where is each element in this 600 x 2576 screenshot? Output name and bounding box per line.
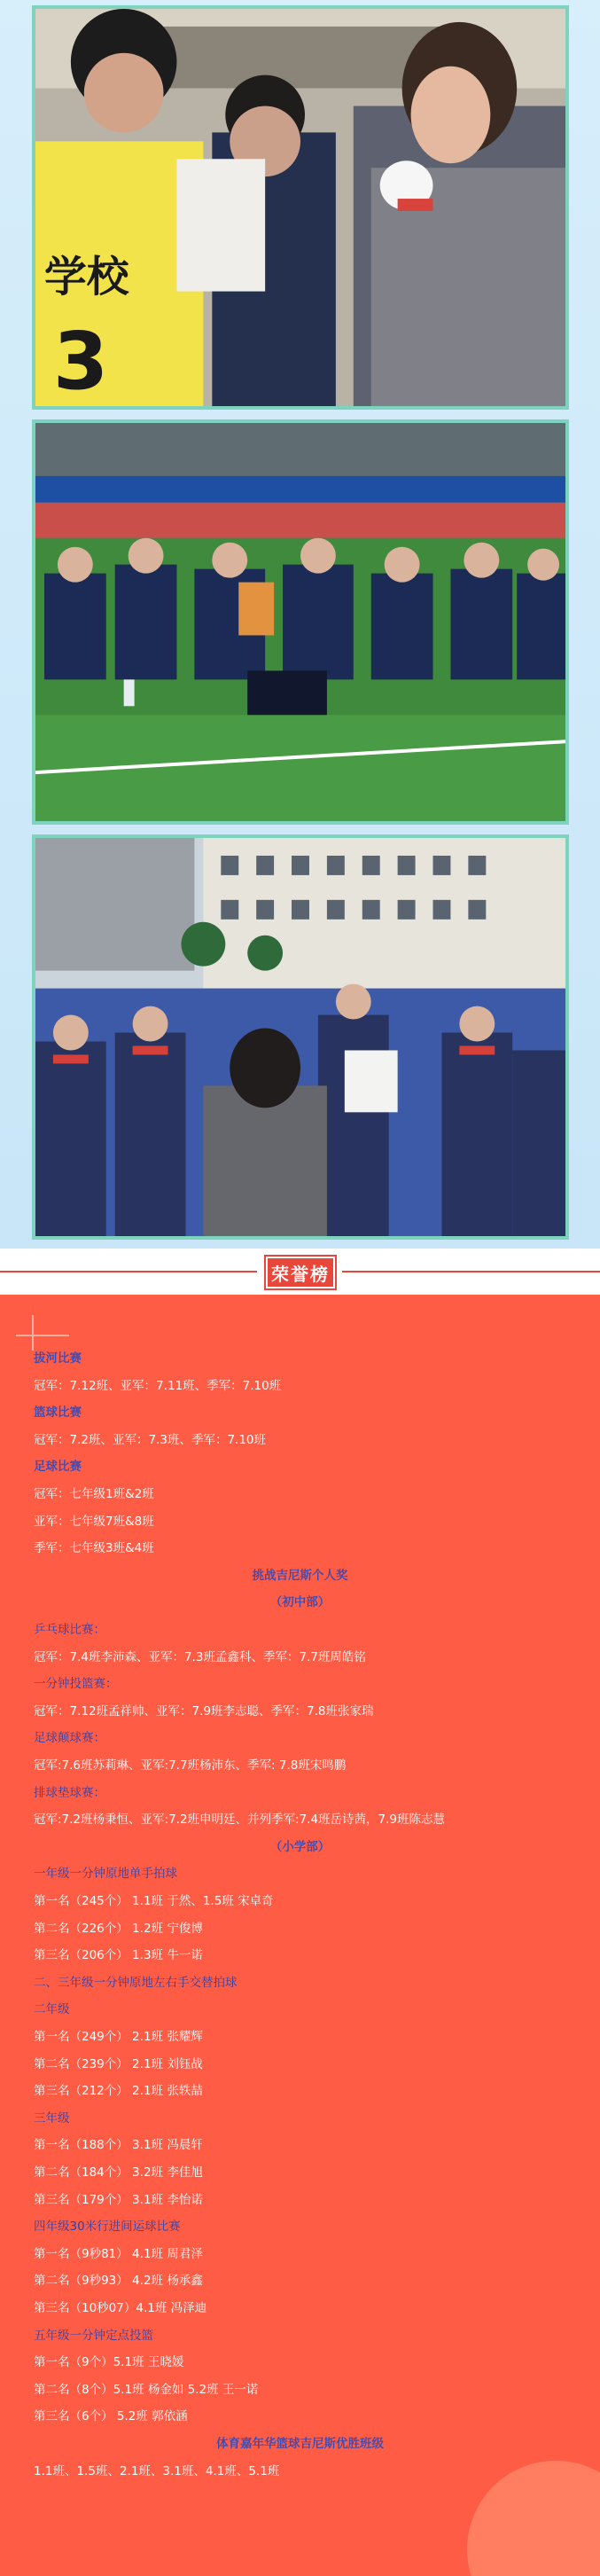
honor-line: 第二名（9秒93） 4.2班 杨承鑫 xyxy=(34,2274,203,2289)
corner-circle-decoration xyxy=(467,2461,600,2576)
honor-line: 第二名（226个） 1.2班 宁俊博 xyxy=(34,1921,203,1936)
honor-line: 第一名（188个） 3.1班 冯晨轩 xyxy=(34,2138,203,2153)
honor-line: 第三名（10秒07）4.1班 冯泽迪 xyxy=(34,2301,207,2315)
honor-line: 排球垫球赛： xyxy=(34,1785,105,1800)
honor-line: 乒乓球比赛： xyxy=(34,1623,105,1637)
honor-line: 第二名（184个） 3.2班 李佳旭 xyxy=(34,2165,203,2180)
photo-students-sitting xyxy=(32,419,569,825)
honor-roll-panel xyxy=(0,1295,600,2576)
honor-line: 第三名（179个） 3.1班 李怡诺 xyxy=(34,2192,203,2207)
honor-banner xyxy=(0,1249,600,1295)
honor-line: 第三名（206个） 1.3班 牛一诺 xyxy=(34,1948,203,1963)
honor-line: 足球比赛 xyxy=(34,1460,82,1475)
honor-line: 亚军：七年级7班&8班 xyxy=(34,1514,154,1529)
honor-line: 1.1班、1.5班、2.1班、3.1班、4.1班、5.1班 xyxy=(34,2463,280,2478)
honor-line: 冠军：7.2班、亚军：7.3班、季军：7.10班 xyxy=(34,1432,266,1447)
svg-text:学校: 学校 xyxy=(43,253,129,302)
honor-line: 拔河比赛 xyxy=(34,1351,82,1366)
photo-students-gathering xyxy=(32,834,569,1240)
honor-line: 冠军:7.6班苏莉琳、亚军:7.7班杨沛东、季军: 7.8班宋鸣鹏 xyxy=(34,1758,347,1773)
honor-line: （小学部） xyxy=(269,1839,331,1854)
honor-line: 第一名（245个） 1.1班 于然、1.5班 宋卓奇 xyxy=(34,1894,274,1908)
honor-line: 冠军：7.12班孟祥帅、亚军：7.9班李志聪、季军：7.8班张家瑞 xyxy=(34,1703,374,1719)
honor-line: 二、三年级一分钟原地左右手交替拍球 xyxy=(34,1975,238,1990)
honor-line: 一分钟投篮赛： xyxy=(34,1677,118,1692)
honor-line: 五年级一分钟定点投篮 xyxy=(34,2328,153,2343)
honor-line: 冠军：七年级1班&2班 xyxy=(34,1487,154,1501)
honor-line: 第二名（239个） 2.1班 刘钰战 xyxy=(34,2056,203,2071)
honor-line: 三年级 xyxy=(34,2110,70,2126)
svg-text:3: 3 xyxy=(52,316,109,406)
photo-student-crying xyxy=(32,5,569,410)
honor-line: 足球颠球赛： xyxy=(34,1731,105,1746)
honor-line: 季军：七年级3班&4班 xyxy=(34,1541,154,1556)
honor-line: 二年级 xyxy=(34,2002,70,2017)
honor-line: 四年级30米行进间运球比赛 xyxy=(34,2220,181,2235)
honor-line: 冠军：7.4班李沛森、亚军：7.3班孟鑫科、季军：7.7班周皓铭 xyxy=(34,1649,366,1664)
honor-line: 第一名（249个） 2.1班 张耀辉 xyxy=(34,2030,203,2044)
honor-line: 篮球比赛 xyxy=(34,1405,82,1421)
honor-line: 第一名（9个）5.1班 王晓媛 xyxy=(34,2355,184,2370)
honor-banner-title: 荣誉榜 xyxy=(266,1257,335,1288)
honor-line: 一年级一分钟原地单手拍球 xyxy=(34,1867,177,1882)
honor-line: 第三名（6个） 5.2班 郭依涵 xyxy=(34,2409,188,2424)
banner-divider-right xyxy=(342,1271,600,1272)
banner-divider-left xyxy=(0,1271,257,1272)
honor-line: 第二名（8个）5.1班 杨金如 5.2班 王一诺 xyxy=(34,2382,259,2397)
honor-line: 冠军：7.12班、亚军：7.11班、季军：7.10班 xyxy=(34,1378,282,1393)
honor-line: 体育嘉年华篮球吉尼斯优胜班级 xyxy=(216,2437,384,2451)
honor-line: 冠军:7.2班杨秉恒、亚军:7.2班申明廷、并列季军:7.4班岳诗茜，7.9班陈志慧 xyxy=(34,1813,446,1828)
honor-line: （初中部） xyxy=(269,1595,331,1610)
honor-line: 第一名（9秒81） 4.1班 周君泽 xyxy=(34,2246,203,2261)
photo-gallery xyxy=(0,0,600,1249)
honor-line: 第三名（212个） 2.1班 张轶喆 xyxy=(34,2084,203,2099)
honor-line: 挑战吉尼斯个人奖 xyxy=(252,1568,348,1583)
